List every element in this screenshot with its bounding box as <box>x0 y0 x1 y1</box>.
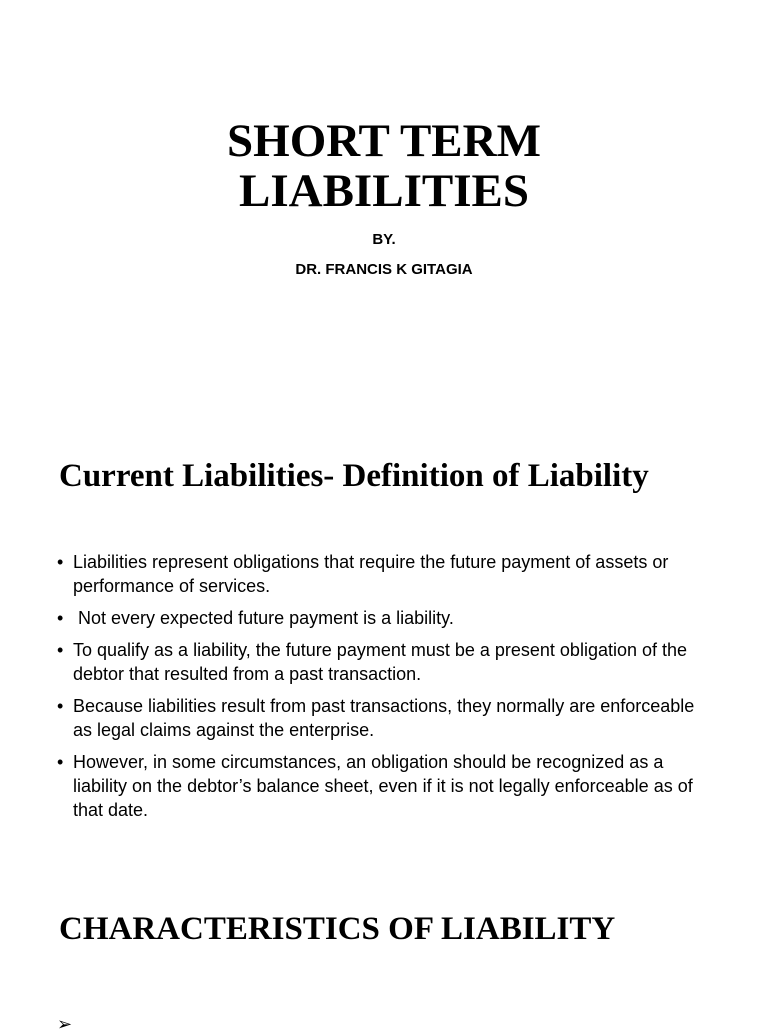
bullet-text: To qualify as a liability, the future payment must be a present obligation of the debtor that resulted from a past transaction. <box>73 640 688 684</box>
bullet-dot: • <box>57 696 64 716</box>
arrow-bullet-icon: ➢ <box>57 1014 73 1034</box>
title-slide <box>0 0 768 430</box>
bullet-text: However, in some circumstances, an obligation should be recognized as a liability on the debtor’s balance sheet, even if it is not legally enforceable as of that date. <box>73 752 693 820</box>
definition-heading: Current Liabilities- Definition of Liability <box>59 458 649 494</box>
bullet-dot: • <box>57 752 64 772</box>
bullet-dot: • <box>57 552 64 572</box>
characteristics-slide <box>0 900 768 1034</box>
bullet-dot: • <box>57 640 64 660</box>
characteristics-heading: CHARACTERISTICS OF LIABILITY <box>59 911 616 947</box>
bullet-item <box>57 606 707 630</box>
bullet-text: Because liabilities result from past transactions, they normally are enforceable as legal claims against the enterprise. <box>73 696 695 740</box>
bullet-item <box>57 550 707 598</box>
title-line-1: SHORT TERM <box>227 115 541 167</box>
bullet-dot: • <box>57 608 64 628</box>
bullet-item <box>57 638 707 686</box>
author-name: DR. FRANCIS K GITAGIA <box>295 261 473 278</box>
bullet-text: Liabilities represent obligations that require the future payment of assets or performance of services. <box>73 552 669 596</box>
presentation-title <box>0 116 768 216</box>
by-label: BY. <box>372 231 396 248</box>
bullet-item <box>57 750 707 822</box>
bullet-text: Not every expected future payment is a liability. <box>73 608 454 628</box>
bullet-item <box>57 694 707 742</box>
title-line-2: LIABILITIES <box>239 165 529 217</box>
definition-bullet-list <box>57 550 707 830</box>
definition-slide <box>0 430 768 900</box>
